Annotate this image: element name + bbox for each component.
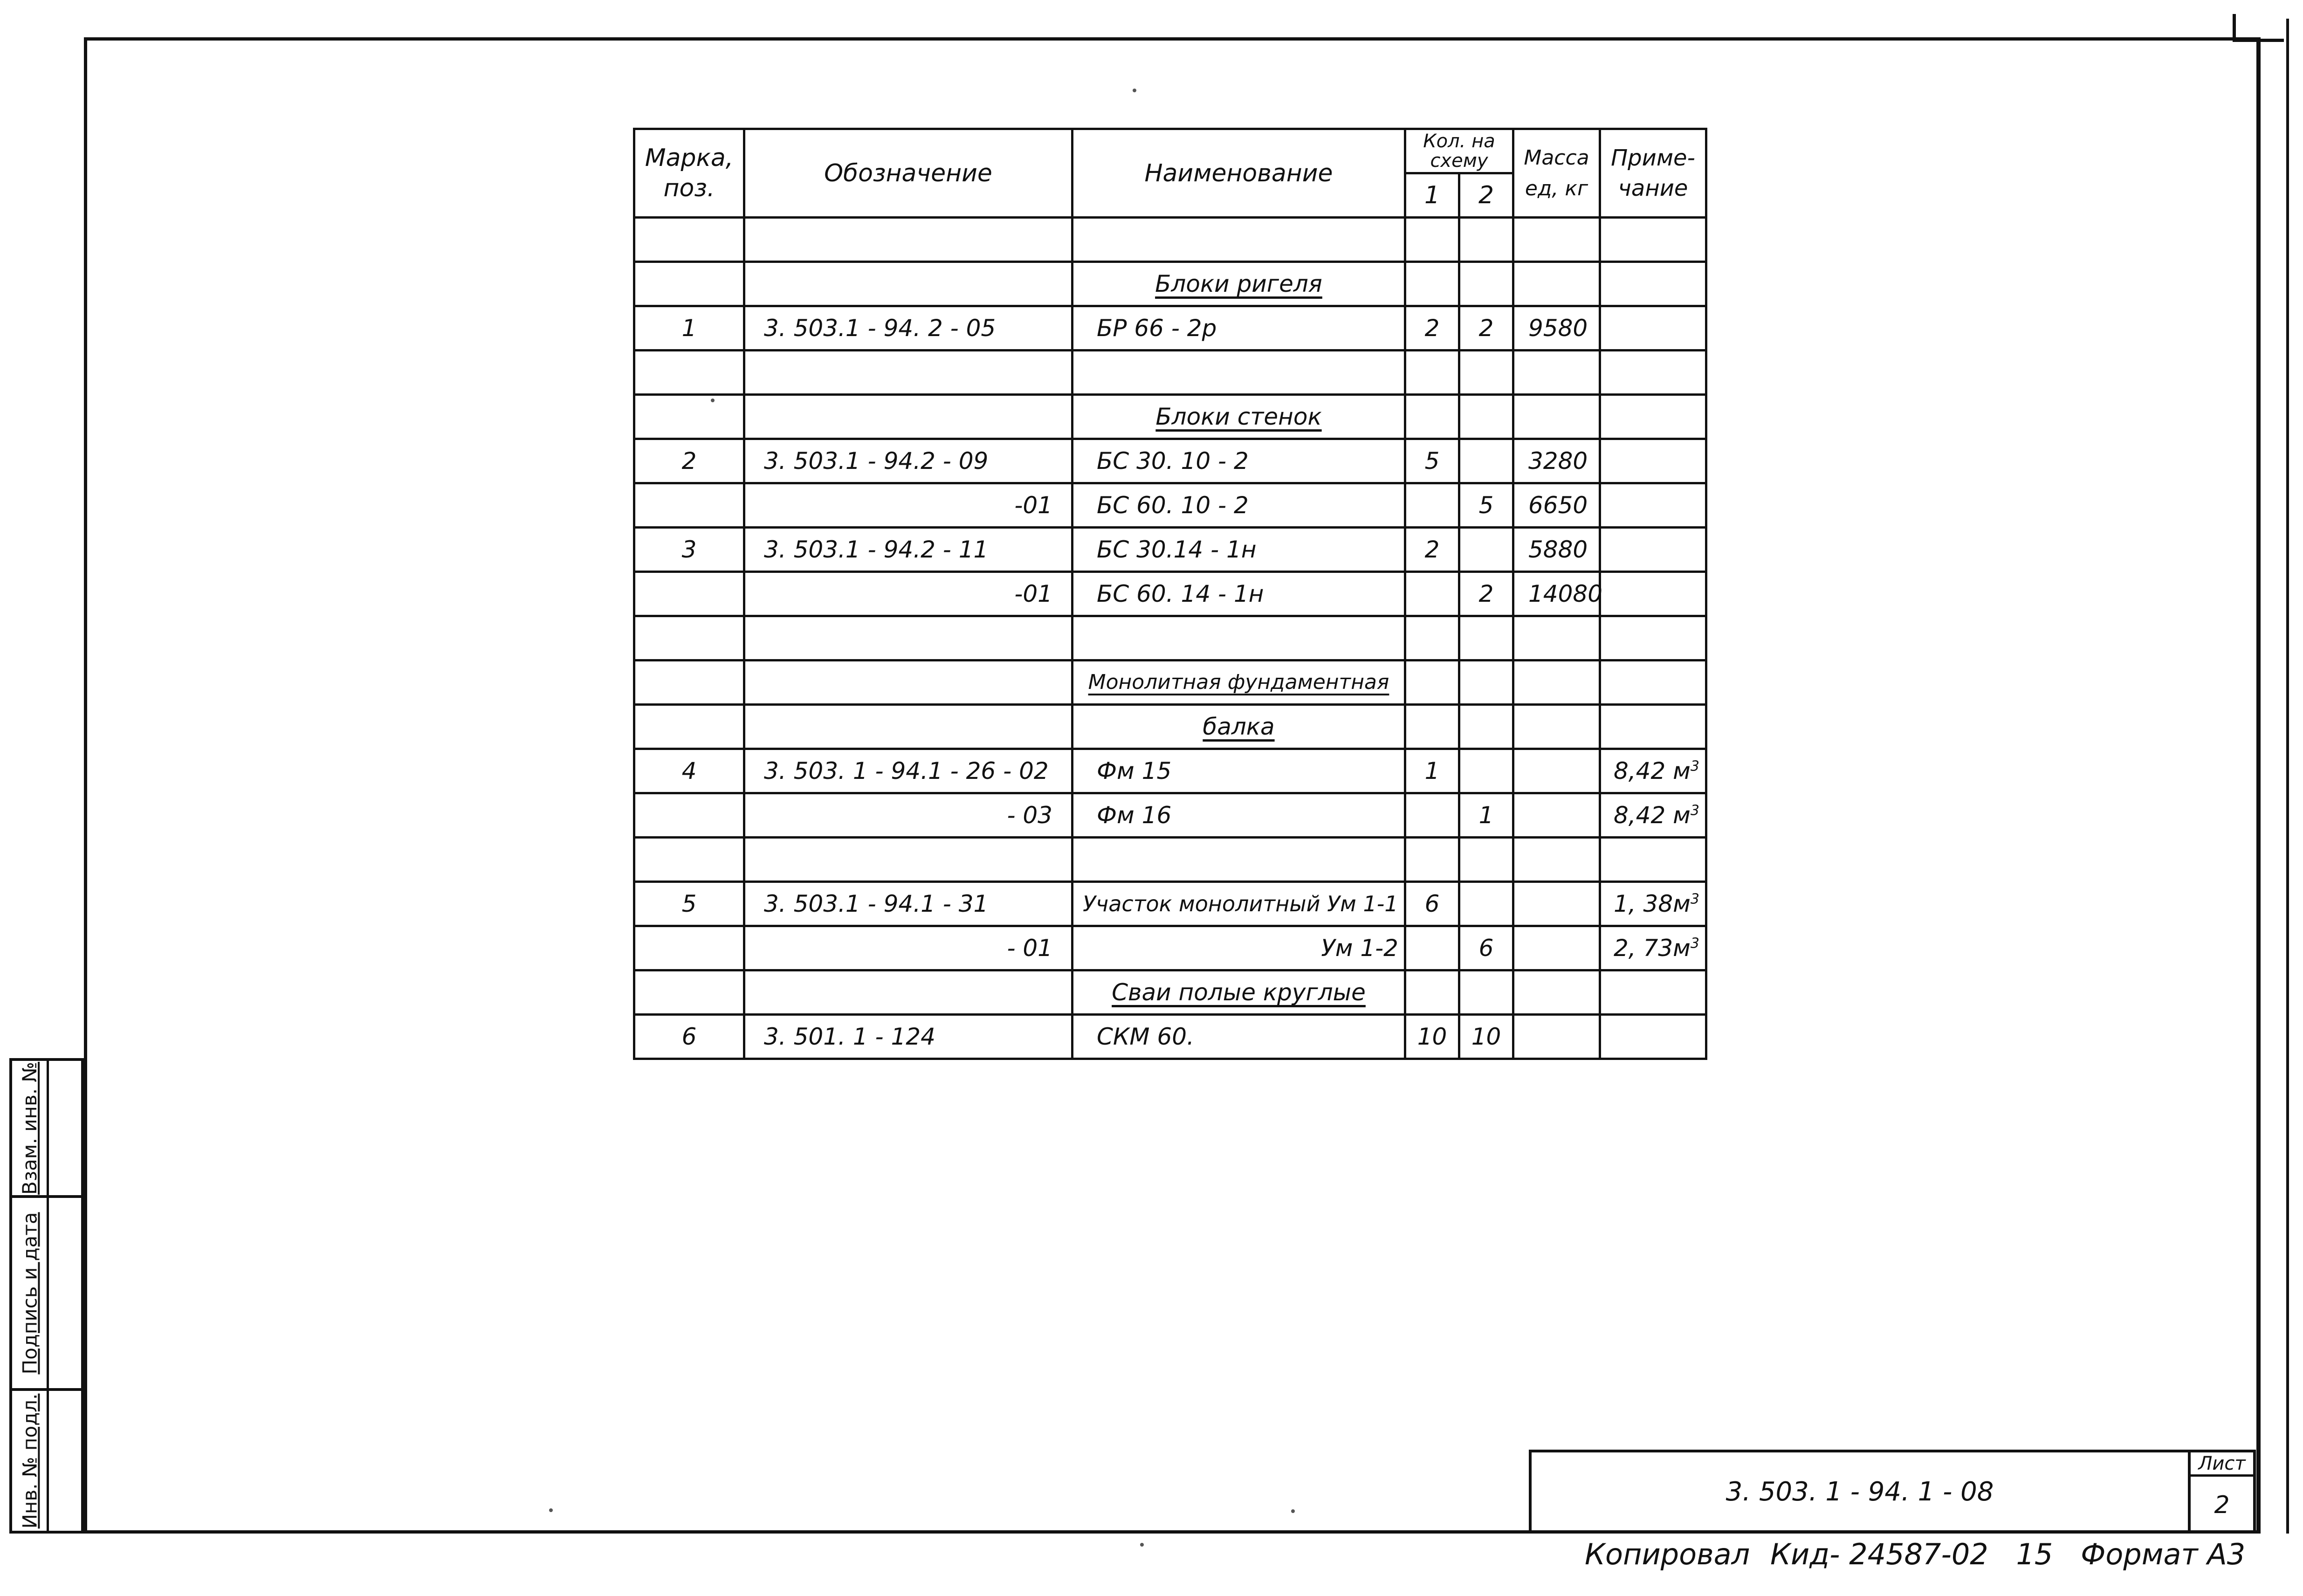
table-row xyxy=(634,616,1706,660)
row-mass-cell xyxy=(1513,838,1600,882)
order-number: - 24587-02 xyxy=(1829,1537,1988,1571)
row-mark-cell xyxy=(634,351,744,395)
row-qty2-cell xyxy=(1459,749,1513,793)
side-stamp-replacement-inv xyxy=(9,1058,84,1198)
table-row xyxy=(634,572,1706,616)
unit-superscript: 3 xyxy=(1690,891,1699,908)
header-qty2: 2 xyxy=(1459,173,1513,218)
row-mark-cell xyxy=(634,882,744,926)
side-label-replacement-inv: Взам. инв. № xyxy=(18,1061,41,1195)
row-note-cell xyxy=(1600,395,1706,439)
table-row xyxy=(634,395,1706,439)
row-mass-cell xyxy=(1513,572,1603,616)
row-qty2-cell xyxy=(1459,838,1513,882)
row-designation-cell xyxy=(744,749,1072,793)
row-name-cell xyxy=(1072,439,1405,483)
row-note-cell xyxy=(1600,970,1706,1015)
row-designation-cell xyxy=(744,572,1072,616)
row-name-cell xyxy=(1072,926,1405,970)
row-mark-cell xyxy=(634,262,744,306)
table-row xyxy=(634,351,1706,395)
row-designation-cell xyxy=(744,483,1072,528)
copier-signature: Кид xyxy=(1770,1537,1830,1571)
scan-speck xyxy=(549,1508,553,1512)
title-block xyxy=(1529,1450,2256,1534)
row-qty1-cell xyxy=(1405,793,1459,838)
header-mass: Масса ед, кг xyxy=(1513,129,1600,218)
row-note-cell-text: 8,42 м xyxy=(1613,757,1691,784)
row-mass-cell-text: 3280 xyxy=(1528,447,1588,475)
row-name-cell-text: балка xyxy=(1203,713,1275,740)
row-designation-cell xyxy=(744,838,1072,882)
table-row xyxy=(634,218,1706,262)
row-qty1-cell xyxy=(1405,838,1459,882)
row-qty1-cell xyxy=(1405,705,1459,749)
row-designation-cell xyxy=(744,793,1072,838)
row-designation-cell xyxy=(744,262,1072,306)
row-mark-cell xyxy=(634,1015,744,1059)
row-note-cell xyxy=(1600,660,1706,705)
header-mark: Марка, поз. xyxy=(634,129,744,218)
row-designation-cell-text: - 01 xyxy=(1007,935,1052,962)
row-mass-cell xyxy=(1513,793,1600,838)
row-name-cell xyxy=(1072,793,1405,838)
table-row xyxy=(634,1015,1706,1059)
row-qty1-cell xyxy=(1405,616,1459,660)
row-mark-cell xyxy=(634,395,744,439)
row-name-cell xyxy=(1072,572,1405,616)
row-designation-cell xyxy=(744,528,1072,572)
row-mark-cell xyxy=(634,838,744,882)
table-row xyxy=(634,838,1706,882)
row-qty1-cell xyxy=(1405,351,1459,395)
row-name-cell xyxy=(1072,306,1405,351)
table-row xyxy=(634,749,1706,793)
row-mark-cell xyxy=(634,218,744,262)
row-mark-cell xyxy=(634,483,744,528)
table-row xyxy=(634,705,1706,749)
scan-speck xyxy=(1291,1509,1295,1513)
row-qty1-cell xyxy=(1405,1015,1459,1059)
row-qty1-cell xyxy=(1405,439,1459,483)
row-qty1-cell xyxy=(1405,572,1459,616)
row-note-cell xyxy=(1600,306,1706,351)
row-note-cell xyxy=(1600,749,1706,793)
scan-speck xyxy=(711,399,715,402)
row-name-cell xyxy=(1072,882,1405,926)
table-row xyxy=(634,528,1706,572)
row-qty2-cell xyxy=(1459,660,1513,705)
row-designation-cell xyxy=(744,926,1072,970)
header-row xyxy=(634,129,1706,173)
row-name-cell-text: СКМ 60. xyxy=(1097,1023,1194,1050)
row-qty2-cell xyxy=(1459,262,1513,306)
row-name-cell-text: Монолитная фундаментная xyxy=(1088,670,1389,694)
row-mass-cell xyxy=(1513,262,1600,306)
copied-label: Копировал xyxy=(1585,1537,1750,1571)
row-note-cell xyxy=(1600,351,1706,395)
table-row xyxy=(634,970,1706,1015)
row-mass-cell-text: 6650 xyxy=(1528,492,1588,519)
row-qty1-cell xyxy=(1405,218,1459,262)
row-designation-cell-text: 3. 503.1 - 94.2 - 11 xyxy=(764,536,989,563)
row-designation-cell xyxy=(744,705,1072,749)
row-name-cell xyxy=(1072,616,1405,660)
row-qty2-cell-text: 6 xyxy=(1478,935,1494,962)
table-row xyxy=(634,439,1706,483)
row-qty1-cell-text: 6 xyxy=(1424,890,1440,917)
row-mark-cell xyxy=(634,660,744,705)
row-note-cell xyxy=(1600,218,1706,262)
specification-body xyxy=(634,218,1706,1059)
row-qty2-cell-text: 2 xyxy=(1478,315,1494,342)
table-row xyxy=(634,483,1706,528)
row-name-cell xyxy=(1072,395,1405,439)
row-mark-cell xyxy=(634,306,744,351)
row-qty2-cell xyxy=(1459,793,1513,838)
row-designation-cell xyxy=(744,218,1072,262)
row-note-cell xyxy=(1600,705,1706,749)
unit-superscript: 3 xyxy=(1690,758,1699,775)
row-mass-cell xyxy=(1513,705,1600,749)
row-mass-cell xyxy=(1513,616,1600,660)
row-mass-cell xyxy=(1513,306,1600,351)
row-qty2-cell-text: 1 xyxy=(1478,802,1494,829)
row-note-cell xyxy=(1600,528,1706,572)
row-mass-cell xyxy=(1513,749,1600,793)
row-mark-cell xyxy=(634,616,744,660)
row-mass-cell-text: 5880 xyxy=(1528,536,1588,563)
row-mark-cell xyxy=(634,439,744,483)
row-mark-cell xyxy=(634,970,744,1015)
row-mark-cell-text: 3 xyxy=(681,536,697,563)
side-stamp xyxy=(9,1058,84,1534)
row-qty2-cell xyxy=(1459,1015,1513,1059)
doc-code: 3. 503. 1 - 94. 1 - 08 xyxy=(1529,1450,2191,1534)
copy-note xyxy=(1585,1537,2245,1571)
row-mark-cell xyxy=(634,749,744,793)
row-qty1-cell-text: 2 xyxy=(1424,536,1440,563)
row-qty1-cell xyxy=(1405,306,1459,351)
row-qty1-cell-text: 2 xyxy=(1424,315,1440,342)
row-note-cell xyxy=(1600,616,1706,660)
footer-sheet: 15 xyxy=(2016,1537,2053,1571)
row-mass-cell xyxy=(1513,218,1600,262)
row-qty2-cell xyxy=(1459,351,1513,395)
row-designation-cell xyxy=(744,306,1072,351)
row-mark-cell xyxy=(634,528,744,572)
side-stamp-original-inv xyxy=(9,1388,84,1534)
row-name-cell xyxy=(1072,1015,1405,1059)
scan-speck xyxy=(1133,89,1136,92)
row-name-cell xyxy=(1072,262,1405,306)
row-designation-cell xyxy=(744,616,1072,660)
scan-speck xyxy=(1140,1543,1144,1547)
row-name-cell-text: Фм 15 xyxy=(1097,757,1172,784)
row-name-cell-text: Фм 16 xyxy=(1097,802,1172,829)
header-name: Наименование xyxy=(1072,129,1405,218)
row-mass-cell-text: 14080 xyxy=(1528,580,1603,607)
header-qty1: 1 xyxy=(1405,173,1459,218)
row-qty2-cell-text: 2 xyxy=(1478,580,1494,607)
row-name-cell xyxy=(1072,351,1405,395)
row-name-cell xyxy=(1072,218,1405,262)
row-name-cell-text: Ум 1-2 xyxy=(1321,935,1398,962)
row-name-cell xyxy=(1072,528,1405,572)
row-note-cell xyxy=(1600,926,1706,970)
row-mass-cell xyxy=(1513,1015,1600,1059)
row-designation-cell xyxy=(744,439,1072,483)
row-qty1-cell xyxy=(1405,528,1459,572)
row-mark-cell-text: 2 xyxy=(681,447,697,475)
row-mark-cell-text: 5 xyxy=(681,890,697,917)
unit-superscript: 3 xyxy=(1690,935,1699,952)
row-designation-cell-text: - 03 xyxy=(1007,802,1052,829)
row-qty2-cell xyxy=(1459,483,1513,528)
side-label-original-inv: Инв. № подл. xyxy=(18,1393,41,1528)
side-stamp-signature-date xyxy=(9,1195,84,1391)
row-qty1-cell xyxy=(1405,395,1459,439)
row-qty1-cell xyxy=(1405,882,1459,926)
row-designation-cell xyxy=(744,395,1072,439)
row-note-cell xyxy=(1600,882,1706,926)
row-mark-cell-text: 6 xyxy=(681,1023,697,1050)
row-qty2-cell-text: 5 xyxy=(1478,492,1494,519)
row-name-cell xyxy=(1072,838,1405,882)
row-qty1-cell xyxy=(1405,262,1459,306)
row-name-cell xyxy=(1072,970,1405,1015)
row-note-cell xyxy=(1600,1015,1706,1059)
row-designation-cell xyxy=(744,882,1072,926)
specification-table xyxy=(633,128,1707,1060)
row-designation-cell xyxy=(744,1015,1072,1059)
row-name-cell-text: БС 60. 14 - 1н xyxy=(1097,580,1264,607)
row-name-cell xyxy=(1072,705,1405,749)
table-row xyxy=(634,262,1706,306)
row-mark-cell xyxy=(634,793,744,838)
row-designation-cell-text: 3. 503. 1 - 94.1 - 26 - 02 xyxy=(764,757,1049,784)
table-row xyxy=(634,793,1706,838)
row-qty2-cell xyxy=(1459,528,1513,572)
row-mark-cell xyxy=(634,926,744,970)
row-qty2-cell xyxy=(1459,306,1513,351)
row-qty2-cell xyxy=(1459,926,1513,970)
row-name-cell-text: Участок монолитный Ум 1-1 xyxy=(1083,891,1398,916)
row-qty1-cell-text: 5 xyxy=(1424,447,1440,475)
row-mass-cell xyxy=(1513,882,1600,926)
row-note-cell xyxy=(1600,439,1706,483)
row-mass-cell xyxy=(1513,660,1600,705)
row-name-cell xyxy=(1072,483,1405,528)
frame-right-edge xyxy=(2286,19,2289,1534)
row-qty1-cell xyxy=(1405,660,1459,705)
sheet-number: 2 xyxy=(2214,1491,2230,1519)
row-qty2-cell xyxy=(1459,395,1513,439)
row-qty2-cell xyxy=(1459,970,1513,1015)
row-note-cell xyxy=(1600,838,1706,882)
row-name-cell-text: Сваи полые круглые xyxy=(1112,979,1366,1006)
side-label-signature-date: Подпись и дата xyxy=(18,1212,41,1374)
row-mass-cell xyxy=(1513,528,1600,572)
table-row xyxy=(634,882,1706,926)
row-qty1-cell-text: 1 xyxy=(1424,757,1440,784)
row-note-cell-text: 8,42 м xyxy=(1613,802,1691,829)
row-qty1-cell xyxy=(1405,970,1459,1015)
row-mass-cell xyxy=(1513,395,1600,439)
row-name-cell-text: БР 66 - 2р xyxy=(1097,315,1217,342)
row-designation-cell-text: -01 xyxy=(1014,492,1052,519)
row-mass-cell xyxy=(1513,351,1600,395)
row-qty2-cell-text: 10 xyxy=(1471,1023,1501,1050)
row-name-cell-text: БС 60. 10 - 2 xyxy=(1097,492,1249,519)
row-mark-cell xyxy=(634,572,744,616)
row-name-cell xyxy=(1072,749,1405,793)
row-mass-cell xyxy=(1513,926,1600,970)
row-qty1-cell xyxy=(1405,483,1459,528)
header-note: Приме- чание xyxy=(1600,129,1706,218)
unit-superscript: 3 xyxy=(1690,802,1699,819)
row-note-cell xyxy=(1600,483,1706,528)
row-designation-cell-text: 3. 501. 1 - 124 xyxy=(764,1023,935,1050)
header-designation: Обозначение xyxy=(744,129,1072,218)
row-designation-cell-text: 3. 503.1 - 94.1 - 31 xyxy=(764,890,989,917)
row-designation-cell xyxy=(744,970,1072,1015)
row-qty2-cell xyxy=(1459,218,1513,262)
row-qty2-cell xyxy=(1459,616,1513,660)
row-designation-cell-text: -01 xyxy=(1014,580,1052,607)
table-row xyxy=(634,926,1706,970)
row-note-cell-text: 1, 38м xyxy=(1613,890,1691,917)
table-row xyxy=(634,306,1706,351)
row-note-cell xyxy=(1600,572,1706,616)
row-qty2-cell xyxy=(1459,439,1513,483)
row-name-cell xyxy=(1072,660,1405,705)
format-label: Формат А3 xyxy=(2081,1537,2246,1571)
row-qty1-cell xyxy=(1405,749,1459,793)
row-name-cell-text: БС 30.14 - 1н xyxy=(1097,536,1257,563)
row-designation-cell xyxy=(744,351,1072,395)
row-mass-cell-text: 9580 xyxy=(1528,315,1588,342)
sheet-box xyxy=(2188,1450,2256,1534)
row-designation-cell-text: 3. 503.1 - 94.2 - 09 xyxy=(764,447,989,475)
row-name-cell-text: БС 30. 10 - 2 xyxy=(1097,447,1249,475)
row-qty1-cell-text: 10 xyxy=(1417,1023,1447,1050)
row-qty2-cell xyxy=(1459,572,1513,616)
row-mark-cell-text: 4 xyxy=(681,757,697,784)
row-note-cell xyxy=(1600,262,1706,306)
header-qty-group: Кол. на схему xyxy=(1405,129,1513,173)
row-mass-cell xyxy=(1513,483,1600,528)
row-mass-cell xyxy=(1513,439,1600,483)
row-designation-cell xyxy=(744,660,1072,705)
row-note-cell xyxy=(1600,793,1706,838)
row-name-cell-text: Блоки стенок xyxy=(1155,403,1322,430)
row-designation-cell-text: 3. 503.1 - 94. 2 - 05 xyxy=(764,315,996,342)
frame-corner-mark xyxy=(2233,14,2284,42)
sheet-label: Лист xyxy=(2191,1452,2253,1477)
row-qty1-cell xyxy=(1405,926,1459,970)
row-mark-cell-text: 1 xyxy=(681,315,697,342)
row-note-cell-text: 2, 73м xyxy=(1613,935,1691,962)
row-mass-cell xyxy=(1513,970,1600,1015)
row-qty2-cell xyxy=(1459,705,1513,749)
row-qty2-cell xyxy=(1459,882,1513,926)
table-row xyxy=(634,660,1706,705)
row-mark-cell xyxy=(634,705,744,749)
row-name-cell-text: Блоки ригеля xyxy=(1155,270,1322,297)
